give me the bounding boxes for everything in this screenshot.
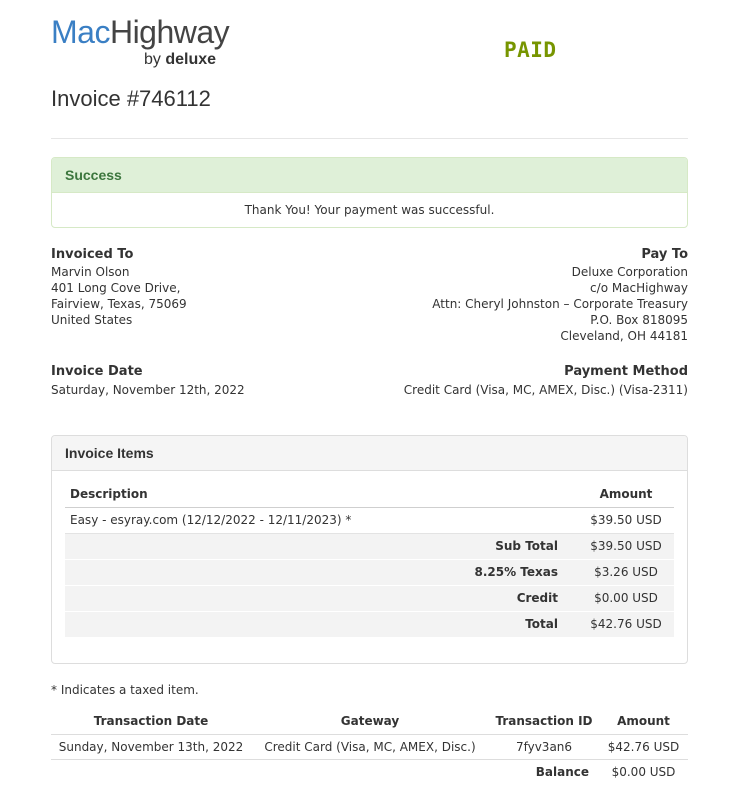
- success-alert: [51, 157, 688, 228]
- table-row: [51, 734, 688, 759]
- invoiced-to-city: Fairview, Texas, 75069: [51, 297, 187, 311]
- credit-amount: $0.00 USD: [578, 585, 674, 611]
- invoice-title: Invoice #746112: [51, 86, 211, 111]
- tax-amount: $3.26 USD: [578, 559, 674, 585]
- subtotal-label: Sub Total: [65, 533, 578, 559]
- transaction-id-header: Transaction ID: [489, 709, 599, 734]
- taxed-item-note: * Indicates a taxed item.: [51, 683, 199, 697]
- logo-wordmark: MacHighway: [51, 14, 230, 50]
- transaction-id: 7fyv3an6: [489, 734, 599, 759]
- header-divider: [51, 138, 688, 139]
- invoiced-to-label: Invoiced To: [51, 247, 134, 262]
- payment-method-value: Credit Card (Visa, MC, AMEX, Disc.) (Visa-2311): [403, 383, 688, 397]
- transaction-date-header: Transaction Date: [51, 709, 251, 734]
- tax-label: 8.25% Texas: [65, 559, 578, 585]
- paid-status: PAID: [504, 38, 557, 62]
- pay-to-city: Cleveland, OH 44181: [560, 329, 688, 343]
- items-header-row: [65, 482, 674, 507]
- balance-value: $0.00 USD: [611, 764, 676, 779]
- alert-message: Thank You! Your payment was successful.: [244, 203, 495, 217]
- invoice-items-table: [65, 482, 674, 638]
- invoice-date-value: Saturday, November 12th, 2022: [51, 383, 245, 397]
- pay-to-care-of: c/o MacHighway: [590, 281, 688, 295]
- invoice-items-title: Invoice Items: [52, 436, 687, 471]
- total-amount: $42.76 USD: [578, 611, 674, 637]
- description-header: Description: [65, 482, 578, 507]
- total-row: [65, 611, 674, 637]
- transaction-date: Sunday, November 13th, 2022: [51, 734, 251, 759]
- total-label: Total: [65, 611, 578, 637]
- alert-title: Success: [52, 158, 687, 193]
- invoiced-to-street: 401 Long Cove Drive,: [51, 281, 181, 295]
- payment-method-label: Payment Method: [564, 364, 688, 379]
- item-amount: $39.50 USD: [578, 507, 674, 533]
- invoiced-to-country: United States: [51, 313, 133, 327]
- amount-header: Amount: [578, 482, 674, 507]
- item-description: Easy - esyray.com (12/12/2022 - 12/11/2023) *: [65, 507, 578, 533]
- credit-label: Credit: [65, 585, 578, 611]
- gateway-header: Gateway: [251, 709, 489, 734]
- pay-to-attention: Attn: Cheryl Johnston – Corporate Treasury: [432, 297, 688, 311]
- invoiced-to-name: Marvin Olson: [51, 265, 130, 279]
- pay-to-label: Pay To: [641, 247, 688, 262]
- transaction-amount-header: Amount: [599, 709, 688, 734]
- logo-byline: by deluxe: [144, 51, 217, 68]
- tax-row: [65, 559, 674, 585]
- pay-to-po-box: P.O. Box 818095: [590, 313, 688, 327]
- pay-to-company: Deluxe Corporation: [571, 265, 688, 279]
- table-row: [65, 507, 674, 533]
- invoice-date-label: Invoice Date: [51, 364, 143, 379]
- transaction-amount: $42.76 USD: [599, 734, 688, 759]
- balance-row: [51, 759, 688, 784]
- transactions-table: [51, 709, 688, 784]
- subtotal-amount: $39.50 USD: [578, 533, 674, 559]
- balance-label: Balance: [535, 764, 589, 779]
- transaction-gateway: Credit Card (Visa, MC, AMEX, Disc.): [251, 734, 489, 759]
- transactions-header-row: [51, 709, 688, 734]
- machighway-logo: [51, 14, 241, 72]
- credit-row: [65, 585, 674, 611]
- subtotal-row: [65, 533, 674, 559]
- invoice-items-panel: [51, 435, 688, 664]
